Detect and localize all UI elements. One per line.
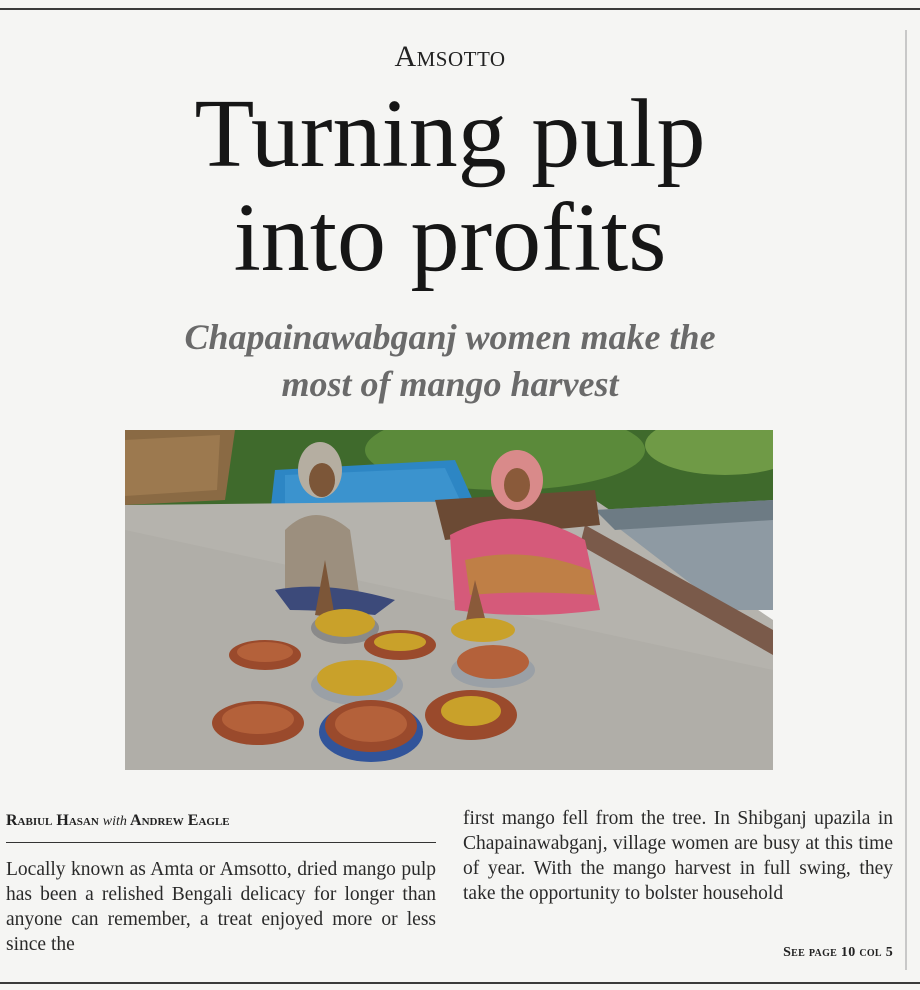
author-name: Rabiul Hasan [6,812,99,829]
byline-rule [6,842,436,843]
headline-line-2: into profits [233,184,667,292]
mango-drying-photo-illustration [125,430,773,770]
top-rule [0,8,920,10]
subhead-line-2: most of mango harvest [281,364,619,404]
coauthor-name: Andrew Eagle [130,812,230,829]
article-subhead [0,314,900,408]
article-headline [0,82,900,290]
column-divider [905,30,907,970]
byline [6,812,436,830]
body-column-2: first mango fell from the tree. In Shibganj upazila in Chapainawabganj, village women are busy at this time of year. With the mango harvest in full swing, they take the opportunity to bolster household [463,808,893,904]
continued-on-link[interactable]: See page 10 col 5 [783,945,893,960]
article-kicker: Amsotto [394,40,506,73]
body-column-1: Locally known as Amta or Amsotto, dried mango pulp has been a relished Bengali delicacy for longer than anyone can remember, a treat enjoyed more or less since the [6,859,436,955]
article-photo [125,430,773,770]
bottom-rule [0,982,920,984]
headline-line-1: Turning pulp [194,80,706,188]
subhead-line-1: Chapainawabganj women make the [184,317,716,357]
byline-with: with [102,814,127,829]
